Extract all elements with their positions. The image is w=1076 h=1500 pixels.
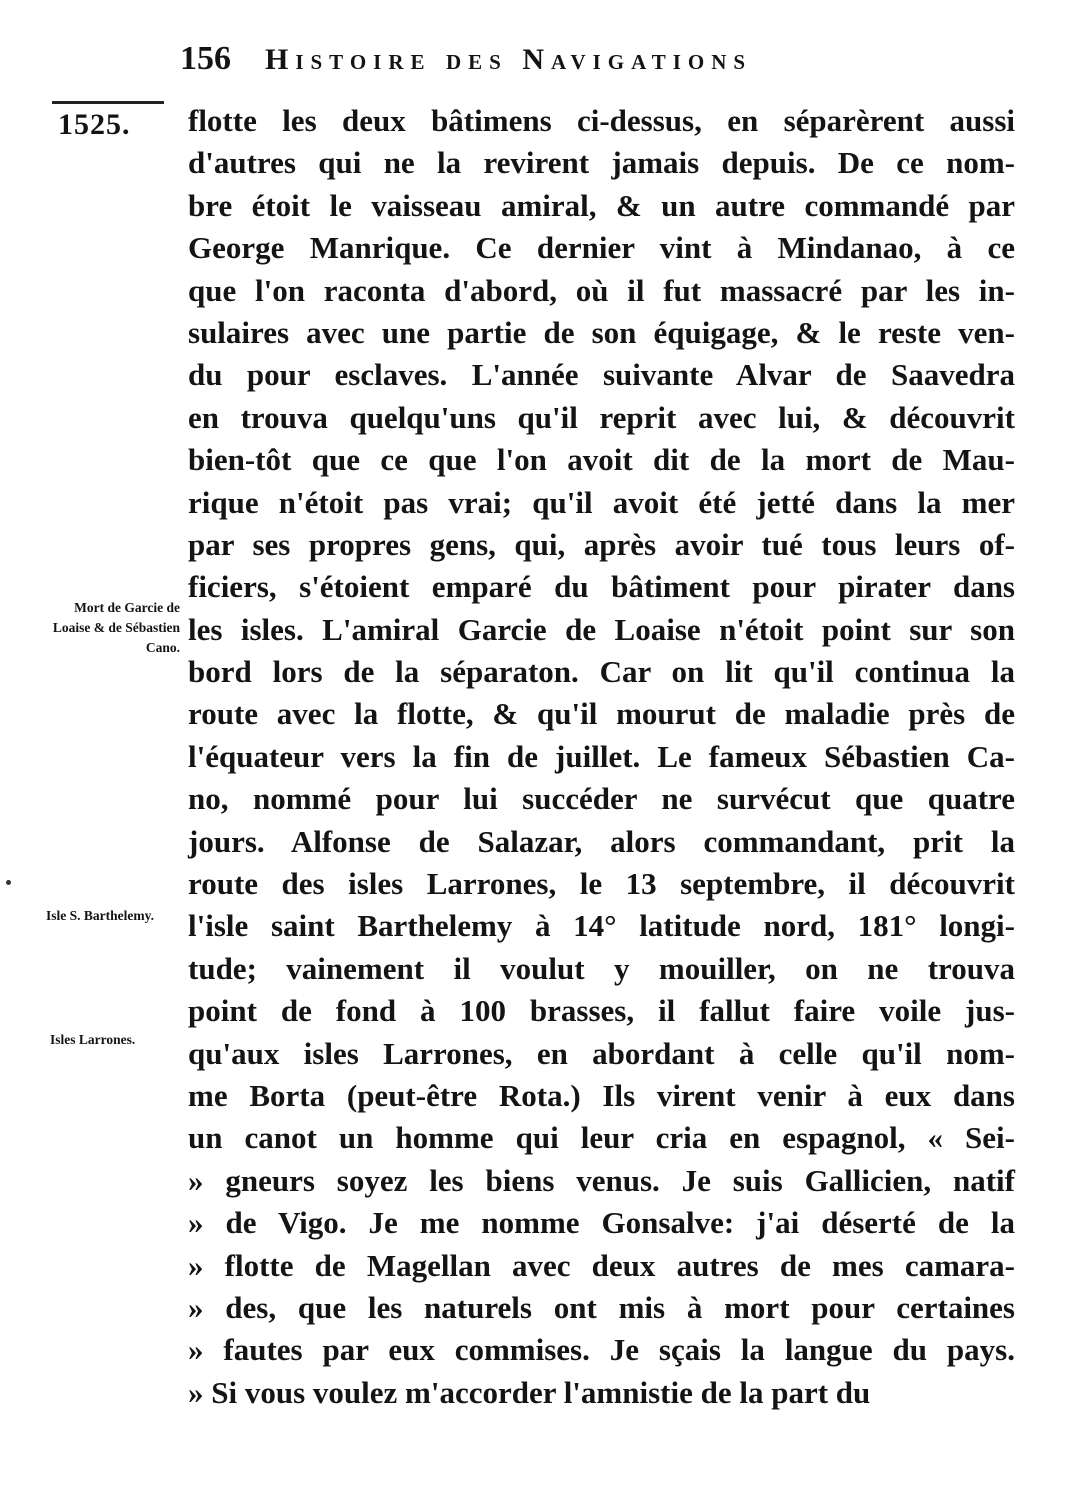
text-line: route des isles Larrones, le 13 septembre, il découvrit	[188, 866, 1015, 902]
stray-ink-dot	[6, 880, 11, 885]
text-line: d'autres qui ne la revirent jamais depuis. De ce nom-	[188, 145, 1015, 181]
text-line: un canot un homme qui leur cria en espagnol, « Sei-	[188, 1120, 1015, 1156]
text-line: » de Vigo. Je me nomme Gonsalve: j'ai déserté de la	[188, 1205, 1015, 1241]
text-line: tude; vainement il voulut y mouiller, on ne trouva	[188, 950, 1015, 986]
text-line: qu'aux isles Larrones, en abordant à celle qu'il nom-	[188, 1035, 1015, 1071]
body-text	[188, 100, 1015, 1414]
text-line: les isles. L'amiral Garcie de Loaise n'étoit point sur son	[188, 611, 1015, 647]
text-line: me Borta (peut-être Rota.) Ils virent venir à eux dans	[188, 1077, 1015, 1113]
text-line: point de fond à 100 brasses, il fallut faire voile jus-	[188, 993, 1015, 1029]
margin-note-larrones: Isles Larrones.	[50, 1032, 136, 1047]
text-line: que l'on raconta d'abord, où il fut massacré par les in-	[188, 272, 1015, 308]
text-line: bre étoit le vaisseau amiral, & un autre commandé par	[188, 187, 1015, 223]
year-marker: 1525.	[58, 108, 131, 141]
text-line: no, nommé pour lui succéder ne survécut que quatre	[188, 781, 1015, 817]
text-line: sulaires avec une partie de son équigage, & le reste ven-	[188, 314, 1015, 350]
text-line: route avec la flotte, & qu'il mourut de maladie près de	[188, 696, 1015, 732]
text-line: George Manrique. Ce dernier vint à Mindanao, à ce	[188, 230, 1015, 266]
text-line: du pour esclaves. L'année suivante Alvar de Saavedra	[188, 357, 1015, 393]
running-head	[180, 40, 1020, 96]
text-line: » flotte de Magellan avec deux autres de mes camara-	[188, 1247, 1015, 1283]
text-line: » Si vous voulez m'accorder l'amnistie de la part du	[188, 1374, 871, 1410]
text-line: jours. Alfonse de Salazar, alors commandant, prit la	[188, 823, 1015, 859]
text-line: » gneurs soyez les biens venus. Je suis Gallicien, natif	[188, 1162, 1015, 1198]
text-line: bien-tôt que ce que l'on avoit dit de la mort de Mau-	[188, 442, 1015, 478]
margin-note-barthelemy: Isle S. Barthelemy.	[46, 908, 154, 923]
year-rule	[52, 101, 164, 104]
text-line: flotte les deux bâtimens ci-dessus, en séparèrent aussi	[188, 103, 1015, 138]
text-line: bord lors de la séparaton. Car on lit qu'il continua la	[188, 654, 1015, 690]
text-line: » des, que les naturels ont mis à mort pour certaines	[188, 1289, 1015, 1325]
text-line: ficiers, s'étoient emparé du bâtiment pour pirater dans	[188, 569, 1015, 605]
text-line: par ses propres gens, qui, après avoir tué tous leurs of-	[188, 526, 1015, 562]
text-line: » fautes par eux commises. Je sçais la langue du pays.	[188, 1332, 1015, 1368]
page-number: 156	[180, 40, 231, 77]
text-line: l'isle saint Barthelemy à 14° latitude nord, 181° longi-	[188, 908, 1015, 944]
margin-note-loaise-cano: Mort de Garcie de Loaise & de Sébastien Cano.	[52, 600, 180, 655]
text-line: l'équateur vers la fin de juillet. Le fameux Sébastien Ca-	[188, 738, 1015, 774]
running-title: Histoire des Navigations	[265, 43, 753, 76]
text-line: rique n'étoit pas vrai; qu'il avoit été jetté dans la mer	[188, 484, 1015, 520]
text-line: en trouva quelqu'uns qu'il reprit avec lui, & découvrit	[188, 399, 1015, 435]
